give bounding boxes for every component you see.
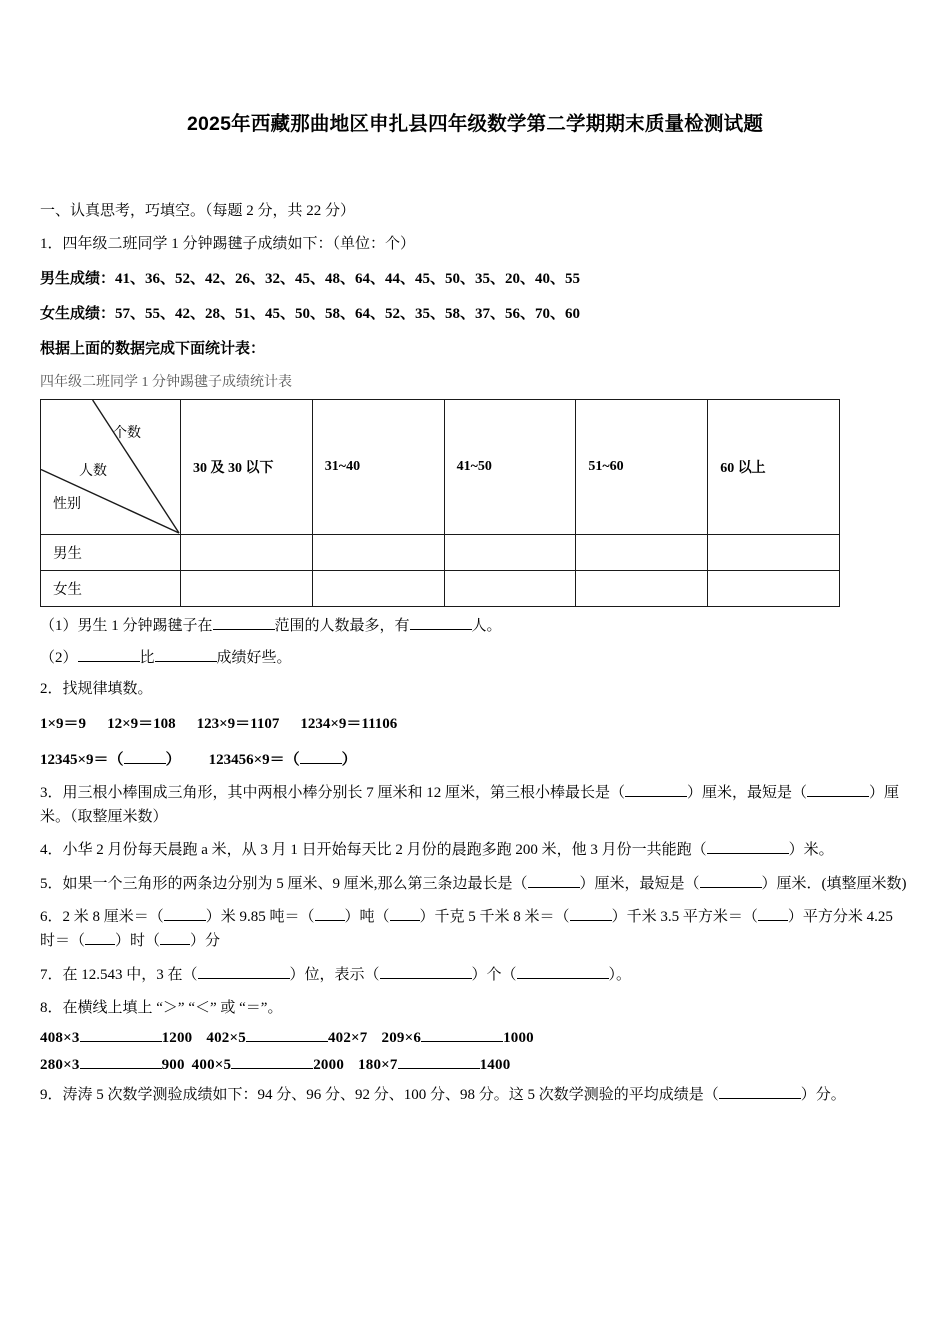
question-7: [40, 954, 910, 987]
question-9: [40, 1074, 910, 1107]
page-title: 2025年西藏那曲地区申扎县四年级数学第二学期期末质量检测试题: [186, 113, 764, 135]
question-2-blanks-line: [40, 737, 910, 772]
cmp-4-right: 900: [161, 1057, 185, 1074]
question-6: [40, 896, 910, 954]
cmp-1-left: 408×3: [40, 1030, 80, 1047]
pattern-item-2: 123×9＝1107: [196, 716, 280, 733]
q1-sub1-blank-1[interactable]: [213, 629, 275, 630]
q2-blank-b-suffix: ）: [341, 751, 357, 768]
q6-blank-7[interactable]: [160, 944, 190, 945]
cmp-2-right: 402×7: [327, 1030, 368, 1047]
q6-text-4: ）千克 5 千米 8 米＝（: [419, 909, 570, 926]
q7-blank-1[interactable]: [198, 978, 290, 979]
question-2-stem: 2．找规律填数。: [40, 680, 153, 697]
cell-girls-0[interactable]: [181, 571, 313, 607]
question-5: [40, 863, 910, 896]
cell-girls-4[interactable]: [708, 571, 840, 607]
q3-text-c: ）厘米。（取整厘米数）: [40, 784, 900, 826]
girls-scores-line: [40, 291, 910, 326]
q2-blank-b[interactable]: [300, 763, 342, 764]
question-1-sub-1: [40, 607, 910, 638]
corner-label-people: 人数: [79, 464, 107, 480]
question-1-sub-2: [40, 639, 910, 670]
q6-blank-1[interactable]: [164, 920, 206, 921]
cmp-5-blank[interactable]: [231, 1068, 313, 1069]
q9-text-a: 9．涛涛 5 次数学测验成绩如下：94 分、96 分、92 分、100 分、98 分。这 5 次数学测验的平均成绩是（: [40, 1087, 719, 1104]
q7-text-2: ）位，表示（: [289, 966, 380, 983]
row-label-girls: 女生: [41, 571, 181, 607]
corner-label-gender: 性别: [53, 497, 81, 513]
q4-text-a: 4．小华 2 月份每天晨跑 a 米，从 3 月 1 日开始每天比 2 月份的晨跑多跑 200 米，他 3 月份一共能跑（: [40, 842, 707, 859]
section-heading: 一、认真思考，巧填空。（每题 2 分，共 22 分）: [40, 203, 356, 219]
cell-boys-2[interactable]: [444, 535, 576, 571]
question-3: [40, 772, 910, 830]
cmp-6-blank[interactable]: [398, 1068, 480, 1069]
q9-blank-1[interactable]: [719, 1098, 801, 1099]
q6-blank-5[interactable]: [758, 920, 788, 921]
q1-sub1-text-c: 人。: [471, 618, 502, 635]
cell-boys-3[interactable]: [576, 535, 708, 571]
q2-blank-b-prefix: 123456×9＝（: [208, 751, 300, 768]
girls-scores: 57、55、42、28、51、45、50、58、64、52、35、58、37、56、70、60: [115, 306, 581, 323]
cell-girls-3[interactable]: [576, 571, 708, 607]
q6-text-1: 6．2 米 8 厘米＝（: [40, 909, 164, 926]
table-row: [41, 571, 840, 607]
q4-text-b: ）米。: [788, 842, 834, 859]
q6-text-8: ）时（: [115, 933, 161, 950]
question-8-stem: 8．在横线上填上 “＞” “＜” 或 “＝”。: [40, 999, 283, 1016]
q7-blank-3[interactable]: [517, 978, 609, 979]
cell-boys-4[interactable]: [708, 535, 840, 571]
q5-blank-1[interactable]: [528, 887, 580, 888]
q6-text-6: ）平方分: [787, 909, 848, 926]
question-1-stem: 1．四年级二班同学 1 分钟踢毽子成绩如下：（单位：个）: [40, 235, 416, 252]
q1-sub2-text-c: 成绩好些。: [216, 649, 292, 666]
q1-sub2-text-a: （2）: [40, 649, 78, 666]
boys-label: 男生成绩：: [40, 270, 116, 287]
q7-text-1: 7．在 12.543 中，3 在（: [40, 966, 198, 983]
q6-blank-6[interactable]: [85, 944, 115, 945]
q1-sub1-blank-2[interactable]: [410, 629, 472, 630]
q5-text-b: ）厘米，最短是（: [579, 875, 700, 892]
corner-label-count: 个数: [113, 426, 141, 442]
question-8-row-1: [40, 1020, 910, 1047]
table-header-row: [41, 400, 840, 535]
cell-boys-1[interactable]: [312, 535, 444, 571]
cell-boys-0[interactable]: [181, 535, 313, 571]
q5-text-d: 整厘米数): [841, 875, 907, 892]
column-header-2: 41~50: [444, 400, 576, 535]
cell-girls-2[interactable]: [444, 571, 576, 607]
q3-blank-2[interactable]: [807, 796, 869, 797]
table-caption: 四年级二班同学 1 分钟踢毽子成绩统计表: [40, 375, 292, 391]
diagonal-header-cell: [41, 400, 181, 535]
pattern-item-0: 1×9＝9: [40, 716, 87, 733]
question-2-pattern-line: [40, 701, 910, 736]
column-header-4: 60 以上: [708, 400, 840, 535]
question-4: [40, 829, 910, 862]
pattern-item-1: 12×9＝108: [107, 716, 176, 733]
cmp-5-right: 2000: [313, 1057, 345, 1074]
q6-blank-2[interactable]: [315, 920, 345, 921]
cmp-3-right: 1000: [503, 1030, 534, 1047]
q6-blank-3[interactable]: [390, 920, 420, 921]
q7-text-4: ）。: [608, 966, 632, 983]
cmp-1-right: 1200: [161, 1030, 193, 1047]
q4-blank-1[interactable]: [707, 853, 789, 854]
cmp-3-blank[interactable]: [421, 1041, 503, 1042]
column-header-0: 30 及 30 以下: [181, 400, 313, 535]
q9-text-b: ）分。: [800, 1087, 846, 1104]
q2-blank-a-suffix: ）: [165, 751, 181, 768]
q1-sub2-blank-1[interactable]: [78, 661, 140, 662]
q1-sub1-text-a: （1）男生 1 分钟踢毽子在: [40, 618, 213, 635]
q6-text-5: ）千米 3.5 平方米＝（: [611, 909, 758, 926]
cmp-6-right: 1400: [479, 1057, 511, 1074]
question-8-row-2: [40, 1047, 910, 1074]
q6-blank-4[interactable]: [570, 920, 612, 921]
cmp-2-left: 402×5: [206, 1030, 246, 1047]
q5-blank-2[interactable]: [700, 887, 762, 888]
cmp-2-blank[interactable]: [246, 1041, 328, 1042]
cmp-3-left: 209×6: [381, 1030, 422, 1047]
q1-sub2-text-b: 比: [139, 649, 155, 666]
statistics-table: [40, 399, 840, 607]
q3-blank-1[interactable]: [625, 796, 687, 797]
cmp-6-left: 180×7: [358, 1057, 398, 1074]
diagonal-split-lines-icon: [41, 400, 180, 534]
row-label-boys: 男生: [41, 535, 181, 571]
q3-text-a: 3．用三根小棒围成三角形，其中两根小棒分别长 7 厘米和 12 厘米，第三根小棒最长是（: [40, 784, 626, 801]
girls-label: 女生成绩：: [40, 306, 116, 323]
cmp-5-left: 400×5: [191, 1057, 232, 1074]
q5-text-a: 5．如果一个三角形的两条边分别为 5 厘米、9 厘米,那么第三条边最长是（: [40, 875, 528, 892]
q6-text-3: ）吨（: [344, 909, 390, 926]
boys-scores: 41、36、52、42、26、32、45、48、64、44、45、50、35、20、40、55: [115, 270, 581, 287]
column-header-3: 51~60: [576, 400, 708, 535]
q2-blank-a-prefix: 12345×9＝（: [40, 751, 124, 768]
table-row: [41, 535, 840, 571]
boys-scores-line: [40, 256, 910, 291]
cmp-1-blank[interactable]: [80, 1041, 162, 1042]
cmp-4-blank[interactable]: [80, 1068, 162, 1069]
cell-girls-1[interactable]: [312, 571, 444, 607]
q5-text-c: ）厘米．(填: [761, 875, 842, 892]
q7-text-3: ）个（: [471, 966, 517, 983]
table-instruction: 根据上面的数据完成下面统计表：: [40, 341, 266, 358]
q3-text-b: ）厘米，最短是（: [687, 784, 808, 801]
q7-blank-2[interactable]: [380, 978, 472, 979]
cmp-4-left: 280×3: [40, 1057, 80, 1074]
q6-text-7: 米 4.25 时＝（: [40, 909, 893, 950]
q1-sub2-blank-2[interactable]: [155, 661, 217, 662]
pattern-item-3: 1234×9＝11106: [300, 716, 398, 733]
q1-sub1-text-b: 范围的人数最多，有: [274, 618, 410, 635]
q6-text-9: ）分: [190, 933, 221, 950]
q6-text-2: ）米 9.85 吨＝（: [205, 909, 315, 926]
q2-blank-a[interactable]: [124, 763, 166, 764]
column-header-1: 31~40: [312, 400, 444, 535]
